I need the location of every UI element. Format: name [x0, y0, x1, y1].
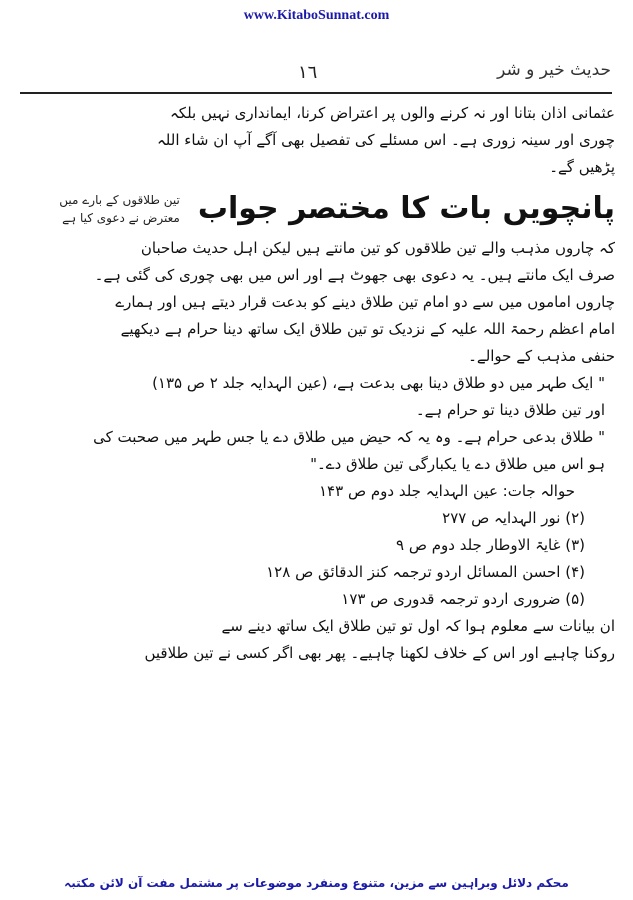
body-line: حنفی مذہب کے حوالے۔: [468, 347, 615, 365]
body-line: کہ چاروں مذہب والے تین طلاقوں کو تین مانتے ہیں لیکن اہل حدیث صاحبان: [140, 239, 615, 257]
intro-line: عثمانی اذان بتانا اور نہ کرنے والوں پر اعتراض کرنا، ایمانداری نہیں بلکہ: [170, 104, 615, 122]
quote-line: ہو اس میں طلاق دے یا یکبارگی تین طلاق دے۔": [310, 455, 605, 473]
closing-line: ان بیانات سے معلوم ہوا کہ اول تو تین طلاق ایک ساتھ دینے سے: [221, 617, 615, 635]
side-note-line: معترض نے دعوی کیا ہے: [62, 211, 180, 225]
quote-line: " ایک طہر میں دو طلاق دینا بھی بدعت ہے، (عین الہدایہ جلد ۲ ص ۱۳۵): [152, 374, 605, 392]
body-line: چاروں اماموں میں سے دو امام تین طلاق دینے کو بدعت قرار دیتے ہیں اور ہمارے: [115, 293, 615, 311]
header-divider: [20, 92, 612, 94]
page-body: [18, 100, 615, 667]
quote-line: اور تین طلاق دینا تو حرام ہے۔: [415, 401, 605, 419]
site-url[interactable]: www.KitaboSunnat.com: [243, 8, 390, 23]
side-note-line: تین طلاقوں کے بارے میں: [59, 193, 180, 207]
body-line: صرف ایک مانتے ہیں۔ یہ دعوی بھی جھوٹ ہے اور اس میں بھی چوری کی گئی ہے۔: [94, 266, 615, 284]
references-title: حوالہ جات: عین الہدایہ جلد دوم ص ۱۴۳: [319, 482, 575, 500]
reference-item: (۲) نور الہدایہ ص ۲۷۷: [442, 509, 585, 527]
footer-banner[interactable]: محکم دلائل وبراہین سے مزین، متنوع ومنفرد موضوعات پر مشتمل مفت آن لائن مکتبہ: [64, 876, 569, 890]
intro-line: چوری اور سینہ زوری ہے۔ اس مسئلے کی تفصیل بھی آگے آپ ان شاء اللہ: [157, 131, 615, 149]
section-title: پانچویں بات کا مختصر جواب: [197, 191, 615, 226]
section-heading: [18, 189, 615, 229]
running-head: حدیث خیر و شر: [497, 60, 611, 80]
section-side-note: [59, 191, 180, 227]
body-line: امام اعظم رحمۃ اللہ علیہ کے نزدیک تو تین طلاق ایک ساتھ دینا حرام ہے دیکھیے: [120, 320, 615, 338]
closing-line: روکنا چاہیے اور اس کے خلاف لکھنا چاہیے۔ پھر بھی اگر کسی نے تین طلاقیں: [144, 644, 615, 662]
reference-item: (۳) غایۃ الاوطار جلد دوم ص ۹: [396, 536, 585, 554]
quote-line: " طلاق بدعی حرام ہے۔ وہ یہ کہ حیض میں طلاق دے یا جس طہر میں صحبت کی: [93, 428, 605, 446]
reference-item: (۴) احسن المسائل اردو ترجمہ کنز الدقائق ص ۱۲۸: [266, 563, 585, 581]
intro-line: پڑھیں گے۔: [549, 158, 615, 176]
page-number: ١٦: [298, 62, 318, 82]
reference-item: (۵) ضروری اردو ترجمہ قدوری ص ۱۷۳: [341, 590, 585, 608]
